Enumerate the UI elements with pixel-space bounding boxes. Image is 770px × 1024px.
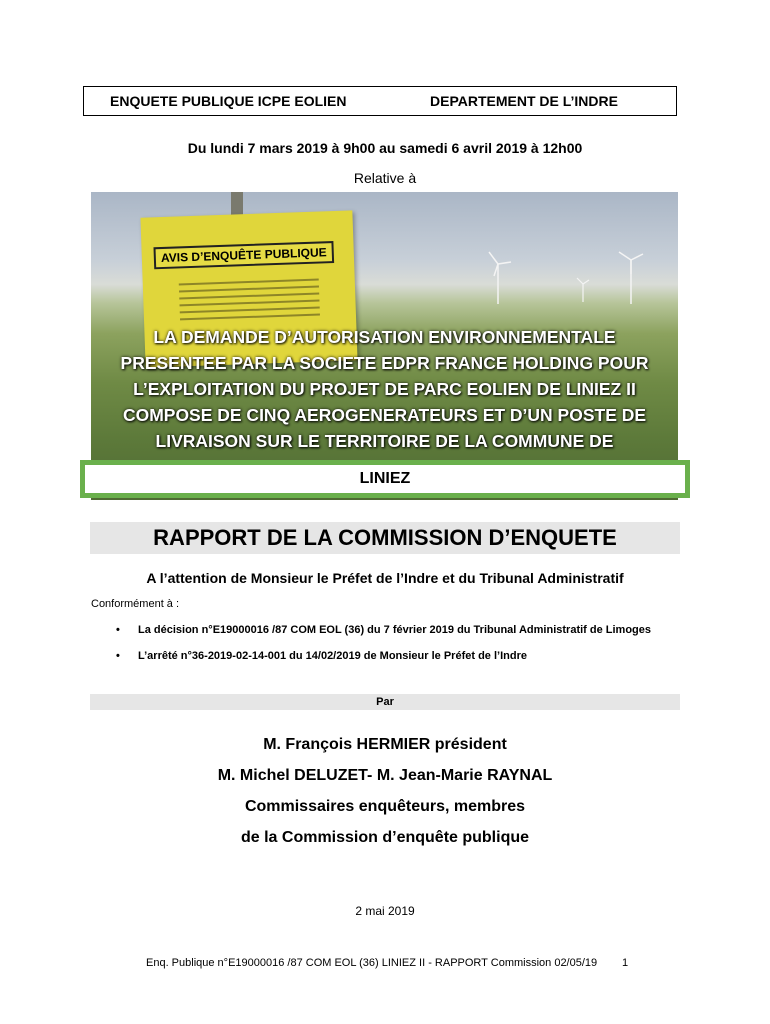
report-title: RAPPORT DE LA COMMISSION D’ENQUETE bbox=[90, 522, 680, 554]
commune-name: LINIEZ bbox=[80, 460, 690, 498]
page-number: 1 bbox=[622, 957, 629, 969]
list-item bbox=[116, 648, 681, 664]
conforme-label: Conformément à : bbox=[91, 598, 180, 610]
wind-turbine-3 bbox=[577, 278, 589, 302]
report-date: 2 mai 2019 bbox=[355, 904, 415, 918]
project-title-line: PRESENTEE PAR LA SOCIETE EDPR FRANCE HOLDING POUR bbox=[120, 353, 649, 373]
commissioner-line: M. Michel DELUZET- M. Jean-Marie RAYNAL bbox=[217, 767, 553, 784]
header-box bbox=[83, 86, 677, 116]
bullet-icon: • bbox=[116, 650, 120, 662]
project-title bbox=[91, 324, 678, 454]
wind-turbine-1 bbox=[489, 252, 511, 304]
sign-text-lines bbox=[179, 274, 321, 326]
project-title-line: LA DEMANDE D’AUTORISATION ENVIRONNEMENTALE bbox=[153, 327, 616, 347]
commissioners bbox=[0, 733, 770, 857]
references-list bbox=[116, 622, 681, 674]
commissioner-line: M. François HERMIER président bbox=[263, 736, 507, 753]
sign-title: AVIS D’ENQUÊTE PUBLIQUE bbox=[153, 241, 334, 269]
commissioner-line: de la Commission d’enquête publique bbox=[240, 829, 530, 846]
bullet-icon: • bbox=[116, 624, 120, 636]
project-title-line: LIVRAISON SUR LE TERRITOIRE DE LA COMMUNE DE bbox=[155, 431, 614, 451]
list-item bbox=[116, 622, 681, 638]
page-footer: Enq. Publique n°E19000016 /87 COM EOL (36) LINIEZ II - RAPPORT Commission 02/05/19 bbox=[146, 957, 598, 969]
commissioner-line: Commissaires enquêteurs, membres bbox=[244, 798, 526, 815]
reference-text: La décision n°E19000016 /87 COM EOL (36) du 7 février 2019 du Tribunal Administratif de Limoges bbox=[138, 624, 652, 636]
par-label: Par bbox=[90, 694, 680, 710]
attention-line: A l’attention de Monsieur le Préfet de l’Indre et du Tribunal Administratif bbox=[146, 570, 624, 586]
header-left: ENQUETE PUBLIQUE ICPE EOLIEN bbox=[110, 93, 347, 109]
enquiry-dates: Du lundi 7 mars 2019 à 9h00 au samedi 6 avril 2019 à 12h00 bbox=[187, 140, 583, 156]
relative-label: Relative à bbox=[353, 170, 417, 186]
reference-text: L’arrêté n°36-2019-02-14-001 du 14/02/2019 de Monsieur le Préfet de l’Indre bbox=[138, 650, 527, 662]
wind-turbine-2 bbox=[619, 252, 643, 304]
header-right: DEPARTEMENT DE L’INDRE bbox=[430, 93, 618, 109]
project-title-line: L’EXPLOITATION DU PROJET DE PARC EOLIEN DE LINIEZ II bbox=[133, 379, 636, 399]
project-title-line: COMPOSE DE CINQ AEROGENERATEURS ET D’UN POSTE DE bbox=[122, 405, 647, 425]
